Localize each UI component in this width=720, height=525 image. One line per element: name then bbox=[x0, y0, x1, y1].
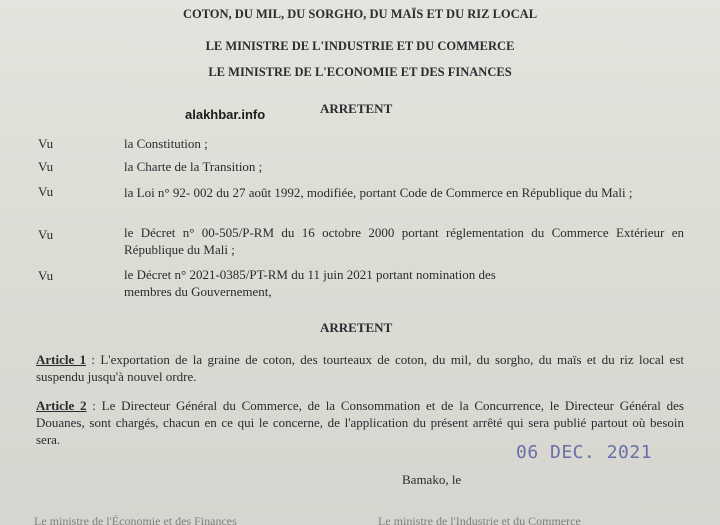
vu-text-decret-2000: le Décret n° 00-505/P-RM du 16 octobre 2000 portant réglementation du Commerce Extérieur en République du Mali ; bbox=[124, 225, 684, 257]
header-minister-economy: LE MINISTRE DE L'ECONOMIE ET DES FINANCES bbox=[208, 65, 512, 79]
heading-arretent: ARRETENT bbox=[320, 320, 393, 335]
footer-signatory-left: Le ministre de l'Économie et des Finances bbox=[34, 514, 237, 525]
footer-signatory-right: Le ministre de l'Industrie et du Commerce bbox=[378, 514, 581, 525]
heading-arretent-top: ARRETENT bbox=[320, 101, 393, 116]
vu-text-constitution: la Constitution ; bbox=[124, 136, 208, 151]
article-2 bbox=[36, 397, 684, 448]
vu-text-loi: la Loi n° 92- 002 du 27 août 1992, modifiée, portant Code de Commerce en République du Mali ; bbox=[124, 185, 633, 200]
vu-label-2: Vu bbox=[38, 159, 54, 174]
place-of-signature: Bamako, le bbox=[402, 472, 462, 487]
article-2-text: : Le Directeur Général du Commerce, de la Consommation et de la Concurrence, le Directeur Général des Douanes, sont chargés, chacun en ce qui le concerne, de l'application du présent arrêté qui sera publié partout où besoin sera. bbox=[36, 398, 684, 447]
vu-label-1: Vu bbox=[38, 136, 54, 151]
vu-label-3: Vu bbox=[38, 184, 54, 199]
vu-text-decret-2021: le Décret n° 2021-0385/PT-RM du 11 juin 2021 portant nomination des membres du Gouvernement, bbox=[124, 267, 496, 299]
article-1-label: Article 1 bbox=[36, 352, 87, 367]
vu-text-charte: la Charte de la Transition ; bbox=[124, 159, 263, 174]
header-line-products: COTON, DU MIL, DU SORGHO, DU MAÏS ET DU RIZ LOCAL bbox=[182, 7, 538, 21]
article-1 bbox=[36, 351, 684, 385]
article-2-label: Article 2 bbox=[36, 398, 87, 413]
header-minister-industry: LE MINISTRE DE L'INDUSTRIE ET DU COMMERCE bbox=[205, 39, 515, 53]
article-1-text: : L'exportation de la graine de coton, des tourteaux de coton, du mil, du sorgho, du maïs et du riz local est suspendu jusqu'à nouvel ordre. bbox=[36, 352, 684, 384]
vu-label-5: Vu bbox=[38, 268, 54, 283]
vu-label-4: Vu bbox=[38, 227, 54, 242]
date-stamp: 06 DEC. 2021 bbox=[516, 442, 653, 463]
watermark: alakhbar.info bbox=[185, 107, 266, 122]
